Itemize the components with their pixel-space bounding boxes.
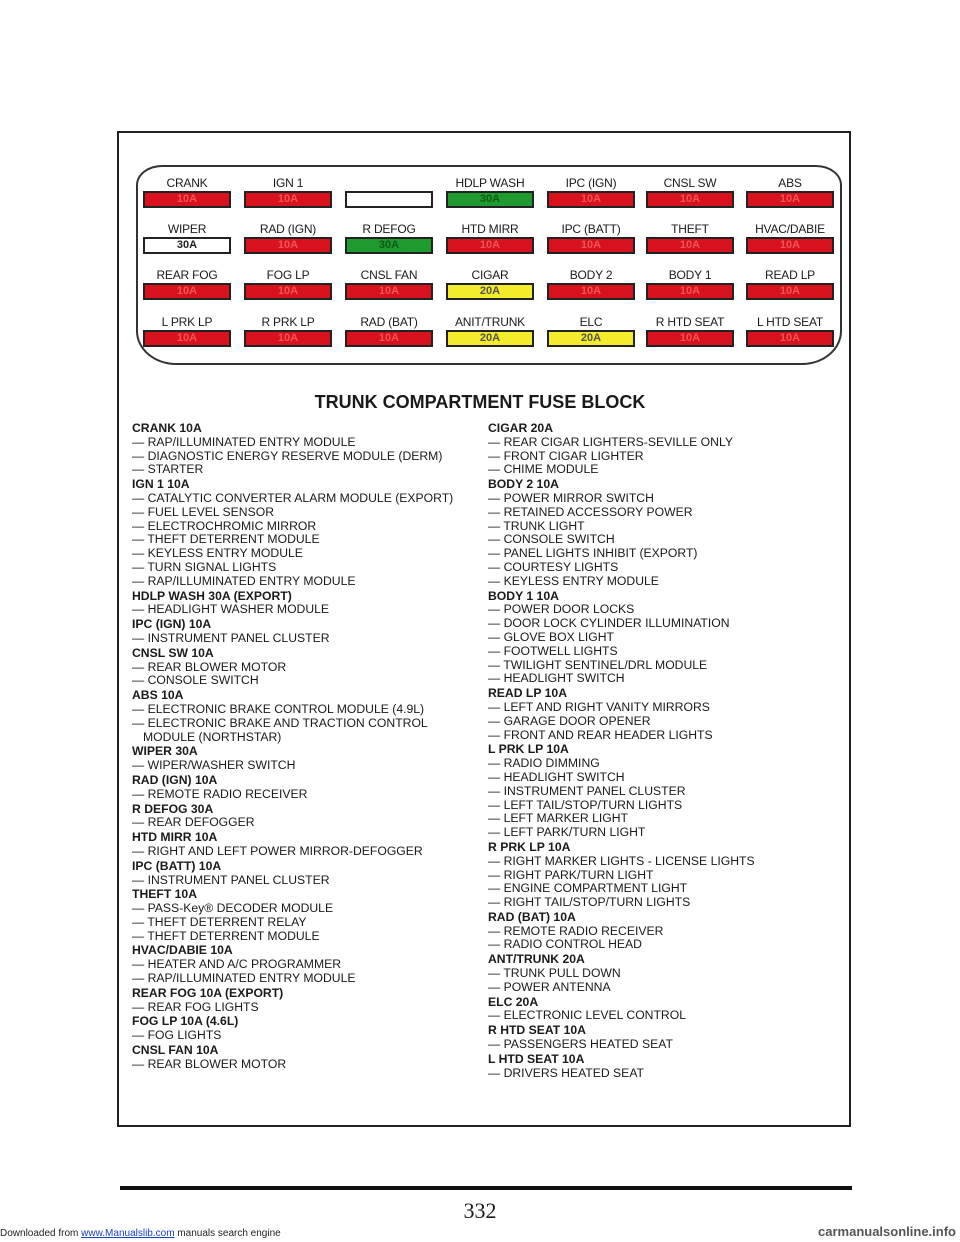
- fuse-circuit: — HEADLIGHT WASHER MODULE: [132, 603, 477, 617]
- fuse-rating: 20A: [446, 330, 534, 347]
- fuse-cell: [742, 175, 838, 208]
- fuse-heading: READ LP 10A: [488, 686, 568, 701]
- fuse-circuit: — RIGHT MARKER LIGHTS - LICENSE LIGHTS: [488, 855, 818, 869]
- fuse-heading: REAR FOG 10A (EXPORT): [132, 985, 284, 1000]
- fuse-circuit: — LEFT MARKER LIGHT: [488, 812, 818, 826]
- fuse-label: CNSL SW: [663, 176, 717, 190]
- fuse-circuit: — ELECTROCHROMIC MIRROR: [132, 520, 477, 534]
- fuse-rating: 30A: [446, 191, 534, 208]
- fuse-circuit: — CONSOLE SWITCH: [132, 674, 477, 688]
- fuse-heading: WIPER 30A: [132, 744, 198, 759]
- fuse-circuit: — GLOVE BOX LIGHT: [488, 631, 818, 645]
- fuse-heading: HVAC/DABIE 10A: [132, 943, 233, 958]
- fuse-label: FOG LP: [266, 268, 310, 282]
- fuse-cell: [742, 314, 838, 347]
- fuse-heading: BODY 2 10A: [488, 477, 559, 492]
- fuse-heading: THEFT 10A: [132, 887, 198, 902]
- fuse-cell: [742, 221, 838, 254]
- fuse-heading: IPC (BATT) 10A: [132, 858, 222, 873]
- fuse-label: ABS: [778, 176, 802, 190]
- fuse-heading: CIGAR 20A: [488, 421, 554, 435]
- fuse-label: ANIT/TRUNK: [454, 315, 525, 329]
- fuse-heading: IGN 1 10A: [132, 477, 190, 492]
- fuse-label: IGN 1: [272, 176, 304, 190]
- fuse-circuit: — REAR DEFOGGER: [132, 816, 477, 830]
- fuse-circuit: — ELECTRONIC LEVEL CONTROL: [488, 1009, 818, 1023]
- fuse-cell: [543, 314, 639, 347]
- fuse-circuit: — POWER ANTENNA: [488, 981, 818, 995]
- fuse-heading: IPC (IGN) 10A: [132, 617, 212, 632]
- fuse-cell: [442, 221, 538, 254]
- fuse-heading: HDLP WASH 30A (EXPORT): [132, 588, 292, 603]
- fuse-circuit: — LEFT TAIL/STOP/TURN LIGHTS: [488, 799, 818, 813]
- fuse-circuit: — FUEL LEVEL SENSOR: [132, 506, 477, 520]
- fuse-label: BODY 2: [569, 268, 613, 282]
- fuse-label: RAD (BAT): [360, 315, 418, 329]
- fuse-rating: 10A: [244, 237, 332, 254]
- watermark-suffix: manuals search engine: [174, 1228, 281, 1239]
- fuse-circuit: — INSTRUMENT PANEL CLUSTER: [132, 632, 477, 646]
- fuse-rating: 20A: [547, 330, 635, 347]
- fuse-circuit: — DRIVERS HEATED SEAT: [488, 1067, 818, 1081]
- fuse-circuit: — RIGHT PARK/TURN LIGHT: [488, 869, 818, 883]
- fuse-circuit: — FOOTWELL LIGHTS: [488, 645, 818, 659]
- fuse-heading: HTD MIRR 10A: [132, 830, 218, 845]
- fuse-circuit: — INSTRUMENT PANEL CLUSTER: [488, 785, 818, 799]
- fuse-cell: [139, 175, 235, 208]
- fuse-rating: 10A: [646, 330, 734, 347]
- fuse-circuit: — THEFT DETERRENT RELAY: [132, 916, 477, 930]
- fuse-rating: 10A: [244, 191, 332, 208]
- fuse-circuit: — DOOR LOCK CYLINDER ILLUMINATION: [488, 617, 818, 631]
- fuse-circuit: — CATALYTIC CONVERTER ALARM MODULE (EXPORT): [132, 492, 477, 506]
- fuse-circuit: — REMOTE RADIO RECEIVER: [132, 788, 477, 802]
- fuse-circuit: — CHIME MODULE: [488, 463, 818, 477]
- fuse-circuit: — REAR BLOWER MOTOR: [132, 1058, 477, 1072]
- footer-rule: [120, 1186, 852, 1190]
- fuse-label: R DEFOG: [362, 222, 416, 236]
- fuse-rating: [345, 191, 433, 208]
- fuse-cell: [341, 175, 437, 208]
- fuse-label: CNSL FAN: [360, 268, 418, 282]
- fuse-label: L PRK LP: [161, 315, 213, 329]
- fuse-circuit: — PASS-Key® DECODER MODULE: [132, 902, 477, 916]
- fuse-cell: [240, 175, 336, 208]
- fuse-circuit: — ELECTRONIC BRAKE AND TRACTION CONTROL MODULE (NORTHSTAR): [132, 717, 477, 745]
- fuse-rating: 10A: [646, 237, 734, 254]
- fuse-circuit: — HEATER AND A/C PROGRAMMER: [132, 958, 477, 972]
- fuse-label: BODY 1: [668, 268, 712, 282]
- fuse-heading: ELC 20A: [488, 994, 539, 1009]
- fuse-circuit: — COURTESY LIGHTS: [488, 561, 818, 575]
- fuse-label: THEFT: [671, 222, 709, 236]
- fuse-circuit: — TRUNK LIGHT: [488, 520, 818, 534]
- fuse-circuit: — GARAGE DOOR OPENER: [488, 715, 818, 729]
- fuse-cell: [642, 175, 738, 208]
- fuse-cell: [240, 221, 336, 254]
- fuse-circuit: — TWILIGHT SENTINEL/DRL MODULE: [488, 659, 818, 673]
- watermark-prefix: Downloaded from: [0, 1228, 82, 1239]
- fuse-circuit: — REAR BLOWER MOTOR: [132, 661, 477, 675]
- fuse-cell: [543, 221, 639, 254]
- fuse-circuit: — POWER DOOR LOCKS: [488, 603, 818, 617]
- fuse-circuit: — ENGINE COMPARTMENT LIGHT: [488, 882, 818, 896]
- fuse-label: HTD MIRR: [461, 222, 519, 236]
- page-number: 332: [463, 1198, 497, 1223]
- page-title: TRUNK COMPARTMENT FUSE BLOCK: [314, 392, 646, 412]
- fuse-circuit: — LEFT PARK/TURN LIGHT: [488, 826, 818, 840]
- fuse-cell: [139, 221, 235, 254]
- watermark-source: [0, 1228, 281, 1239]
- fuse-heading: RAD (BAT) 10A: [488, 909, 576, 924]
- fuse-label: IPC (BATT): [561, 222, 621, 236]
- fuse-label: READ LP: [765, 268, 815, 282]
- fuse-cell: [139, 267, 235, 300]
- fuse-rating: 10A: [143, 283, 231, 300]
- fuse-rating: 10A: [746, 283, 834, 300]
- fuse-heading: BODY 1 10A: [488, 588, 559, 603]
- fuse-circuit: — RETAINED ACCESSORY POWER: [488, 506, 818, 520]
- fuse-circuit: — DIAGNOSTIC ENERGY RESERVE MODULE (DERM): [132, 450, 477, 464]
- fuse-circuit: — THEFT DETERRENT MODULE: [132, 930, 477, 944]
- fuse-circuit: — LEFT AND RIGHT VANITY MIRRORS: [488, 701, 818, 715]
- fuse-rating: 10A: [547, 237, 635, 254]
- fuse-cell: [543, 175, 639, 208]
- fuse-heading: L HTD SEAT 10A: [488, 1051, 585, 1066]
- fuse-cell: [139, 314, 235, 347]
- fuse-cell: [341, 221, 437, 254]
- watermark-link[interactable]: www.Manualslib.com: [81, 1228, 175, 1239]
- fuse-circuit: — INSTRUMENT PANEL CLUSTER: [132, 874, 477, 888]
- fuse-label: CIGAR: [471, 268, 509, 282]
- fuse-circuit: — RIGHT AND LEFT POWER MIRROR-DEFOGGER: [132, 845, 477, 859]
- fuse-circuit: — HEADLIGHT SWITCH: [488, 672, 818, 686]
- fuse-cell: [240, 314, 336, 347]
- fuse-label: ELC: [579, 315, 603, 329]
- fuse-circuit: — TRUNK PULL DOWN: [488, 967, 818, 981]
- fuse-cell: [240, 267, 336, 300]
- fuse-heading: CRANK 10A: [132, 421, 202, 435]
- fuse-label: REAR FOG: [156, 268, 218, 282]
- fuse-rating: 10A: [345, 283, 433, 300]
- fuse-cell: [341, 267, 437, 300]
- fuse-rating: 10A: [446, 237, 534, 254]
- fuse-cell: [543, 267, 639, 300]
- fuse-rating: 10A: [244, 330, 332, 347]
- fuse-rating: 10A: [746, 237, 834, 254]
- fuse-circuit: — ELECTRONIC BRAKE CONTROL MODULE (4.9L): [132, 703, 477, 717]
- fuse-heading: CNSL SW 10A: [132, 645, 214, 660]
- fuse-cell: [341, 314, 437, 347]
- fuse-label: WIPER: [167, 222, 207, 236]
- fuse-circuit: — REMOTE RADIO RECEIVER: [488, 925, 818, 939]
- fuse-rating: 10A: [547, 191, 635, 208]
- fuse-rating: 30A: [345, 237, 433, 254]
- fuse-circuit: — RAP/ILLUMINATED ENTRY MODULE: [132, 436, 477, 450]
- fuse-circuit: — FRONT CIGAR LIGHTER: [488, 450, 818, 464]
- fuse-heading: ABS 10A: [132, 688, 184, 703]
- fuse-cell: [742, 267, 838, 300]
- fuse-cell: [642, 221, 738, 254]
- fuse-list-right: [488, 421, 818, 1080]
- fuse-rating: 10A: [746, 191, 834, 208]
- fuse-circuit: — CONSOLE SWITCH: [488, 533, 818, 547]
- fuse-rating: 10A: [143, 330, 231, 347]
- fuse-circuit: — REAR FOG LIGHTS: [132, 1001, 477, 1015]
- fuse-heading: R HTD SEAT 10A: [488, 1023, 586, 1038]
- fuse-circuit: — RAP/ILLUMINATED ENTRY MODULE: [132, 575, 477, 589]
- fuse-rating: 20A: [446, 283, 534, 300]
- fuse-cell: [442, 175, 538, 208]
- fuse-circuit: — RADIO CONTROL HEAD: [488, 938, 818, 952]
- fuse-circuit: — STARTER: [132, 463, 477, 477]
- fuse-label: HDLP WASH: [455, 176, 525, 190]
- fuse-heading: ANT/TRUNK 20A: [488, 952, 585, 967]
- fuse-circuit: — RADIO DIMMING: [488, 757, 818, 771]
- fuse-rating: 10A: [143, 191, 231, 208]
- fuse-heading: R PRK LP 10A: [488, 839, 571, 854]
- fuse-rating: 10A: [345, 330, 433, 347]
- fuse-circuit: — PASSENGERS HEATED SEAT: [488, 1038, 818, 1052]
- fuse-rating: 30A: [143, 237, 231, 254]
- fuse-circuit: — REAR CIGAR LIGHTERS-SEVILLE ONLY: [488, 436, 818, 450]
- fuse-circuit: — RAP/ILLUMINATED ENTRY MODULE: [132, 972, 477, 986]
- fuse-circuit: — TURN SIGNAL LIGHTS: [132, 561, 477, 575]
- fuse-label: CRANK: [166, 176, 208, 190]
- fuse-circuit: — FRONT AND REAR HEADER LIGHTS: [488, 729, 818, 743]
- fuse-label: R HTD SEAT: [655, 315, 725, 329]
- fuse-heading: CNSL FAN 10A: [132, 1043, 219, 1058]
- fuse-rating: 10A: [646, 283, 734, 300]
- fuse-circuit: — KEYLESS ENTRY MODULE: [132, 547, 477, 561]
- fuse-cell: [442, 267, 538, 300]
- fuse-heading: L PRK LP 10A: [488, 742, 569, 757]
- fuse-cell: [642, 267, 738, 300]
- fuse-label: R PRK LP: [261, 315, 315, 329]
- fuse-cell: [642, 314, 738, 347]
- fuse-list-left: [132, 421, 477, 1072]
- fuse-label: HVAC/DABIE: [755, 222, 825, 236]
- fuse-cell: [442, 314, 538, 347]
- watermark-site: carmanualsonline.info: [818, 1224, 956, 1239]
- fuse-circuit: — THEFT DETERRENT MODULE: [132, 533, 477, 547]
- fuse-rating: 10A: [646, 191, 734, 208]
- fuse-rating: 10A: [547, 283, 635, 300]
- fuse-label: [341, 175, 437, 191]
- fuse-label: L HTD SEAT: [756, 315, 823, 329]
- fuse-rating: 10A: [244, 283, 332, 300]
- fuse-circuit: — FOG LIGHTS: [132, 1029, 477, 1043]
- fuse-circuit: — WIPER/WASHER SWITCH: [132, 759, 477, 773]
- fuse-circuit: — PANEL LIGHTS INHIBIT (EXPORT): [488, 547, 818, 561]
- fuse-heading: RAD (IGN) 10A: [132, 772, 218, 787]
- fuse-heading: R DEFOG 30A: [132, 801, 214, 816]
- fuse-label: IPC (IGN): [565, 176, 617, 190]
- fuse-circuit: — POWER MIRROR SWITCH: [488, 492, 818, 506]
- fuse-label: RAD (IGN): [259, 222, 317, 236]
- fuse-circuit: — KEYLESS ENTRY MODULE: [488, 575, 818, 589]
- fuse-circuit: — HEADLIGHT SWITCH: [488, 771, 818, 785]
- fuse-heading: FOG LP 10A (4.6L): [132, 1014, 239, 1029]
- fuse-circuit: — RIGHT TAIL/STOP/TURN LIGHTS: [488, 896, 818, 910]
- fuse-rating: 10A: [746, 330, 834, 347]
